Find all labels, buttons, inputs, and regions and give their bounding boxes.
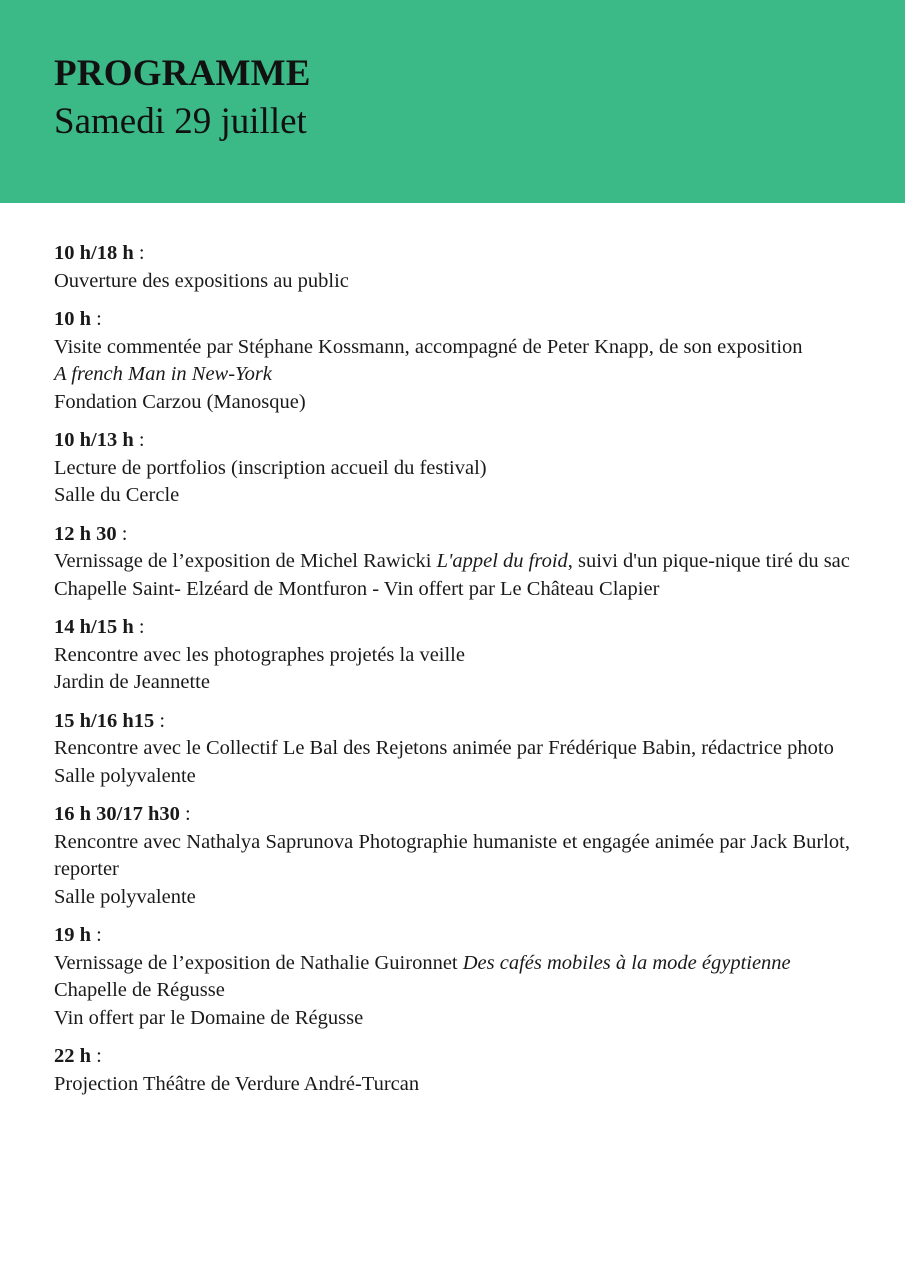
event-time-line	[54, 708, 850, 736]
event-time-line	[54, 614, 850, 642]
event-work-title: L'appel du froid	[436, 550, 568, 572]
event-detail-line	[54, 334, 850, 362]
event-text: Rencontre avec les photographes projetés la veille	[54, 643, 465, 666]
event-text: Visite commentée par Stéphane Kossmann, accompagné de Peter Knapp, de son exposition	[54, 335, 803, 358]
event-detail-line	[54, 735, 850, 763]
event-text: Chapelle Saint- Elzéard de Montfuron - Vin offert par Le Château Clapier	[54, 577, 660, 600]
event-time-separator: :	[133, 429, 145, 451]
programme-event	[54, 427, 850, 510]
event-time: 19 h	[54, 924, 92, 946]
event-detail-line	[54, 763, 850, 791]
event-text: Rencontre avec Nathalya Saprunova Photographie humaniste et engagée animée par Jack Burlot, reporter	[54, 830, 850, 880]
event-time-line	[54, 922, 850, 950]
event-detail-line	[54, 1005, 850, 1033]
event-time-separator: :	[91, 308, 102, 330]
event-time-line	[54, 521, 850, 549]
event-text: Vernissage de l’exposition de Michel Rawicki	[54, 550, 437, 572]
event-text: , suivi d'un pique-nique tiré du sac	[567, 550, 850, 572]
event-detail-line	[54, 361, 850, 389]
event-detail-line	[54, 977, 850, 1005]
event-time: 16 h 30/17 h30	[54, 803, 180, 825]
event-detail-line	[54, 884, 850, 912]
event-detail-line	[54, 389, 850, 417]
event-time-separator: :	[91, 1045, 102, 1067]
programme-event	[54, 708, 850, 791]
event-text: Rencontre avec le Collectif Le Bal des Rejetons animée par Frédérique Babin, rédactrice photo	[54, 737, 834, 759]
event-text: Salle polyvalente	[54, 885, 196, 908]
event-time-separator: :	[116, 522, 128, 545]
event-time-line	[54, 427, 850, 455]
event-detail-line	[54, 268, 850, 296]
programme-event	[54, 801, 850, 911]
event-time: 22 h	[54, 1045, 92, 1067]
event-detail-line	[54, 576, 850, 604]
event-text: Fondation Carzou (Manosque)	[54, 390, 306, 413]
event-detail-line	[54, 669, 850, 697]
programme-event	[54, 306, 850, 416]
event-time-separator: :	[133, 242, 145, 264]
event-text: Vin offert par le Domaine de Régusse	[54, 1006, 364, 1029]
event-time-separator: :	[179, 803, 191, 825]
event-text: Lecture de portfolios (inscription accueil du festival)	[54, 456, 487, 479]
event-detail-line	[54, 482, 850, 510]
event-time-separator: :	[91, 924, 102, 946]
event-time-separator: :	[133, 616, 145, 638]
event-time: 10 h/13 h	[54, 429, 134, 451]
event-time-line	[54, 1043, 850, 1071]
page-title: PROGRAMME	[54, 53, 311, 94]
event-time-separator: :	[154, 709, 166, 732]
event-detail-line	[54, 455, 850, 483]
event-detail-line	[54, 548, 850, 576]
event-time: 14 h/15 h	[54, 616, 134, 638]
event-work-title: Des cafés mobiles à la mode égyptienne	[462, 951, 791, 974]
event-detail-line	[54, 950, 850, 978]
programme-event	[54, 1043, 850, 1098]
event-text: Salle polyvalente	[54, 764, 196, 787]
programme-event	[54, 240, 850, 295]
programme-list	[54, 240, 850, 1109]
page-date: Samedi 29 juillet	[54, 101, 307, 142]
event-time: 10 h	[54, 308, 92, 330]
event-time: 12 h 30	[54, 522, 117, 545]
event-text: Chapelle de Régusse	[54, 979, 225, 1001]
programme-event	[54, 614, 850, 697]
programme-event	[54, 521, 850, 604]
programme-event	[54, 922, 850, 1032]
event-time: 10 h/18 h	[54, 242, 134, 264]
event-text: Projection Théâtre de Verdure André-Turcan	[54, 1072, 420, 1095]
event-text: Salle du Cercle	[54, 484, 180, 506]
event-detail-line	[54, 1071, 850, 1099]
event-detail-line	[54, 829, 850, 884]
event-time-line	[54, 306, 850, 334]
event-time-line	[54, 801, 850, 829]
event-time-line	[54, 240, 850, 268]
event-text: Ouverture des expositions au public	[54, 269, 349, 292]
event-text: Vernissage de l’exposition de Nathalie Guironnet	[54, 951, 463, 974]
event-text: Jardin de Jeannette	[54, 671, 210, 693]
programme-header	[0, 0, 905, 203]
event-work-title: A french Man in New-York	[54, 363, 272, 385]
event-detail-line	[54, 642, 850, 670]
event-time: 15 h/16 h15	[54, 709, 155, 732]
